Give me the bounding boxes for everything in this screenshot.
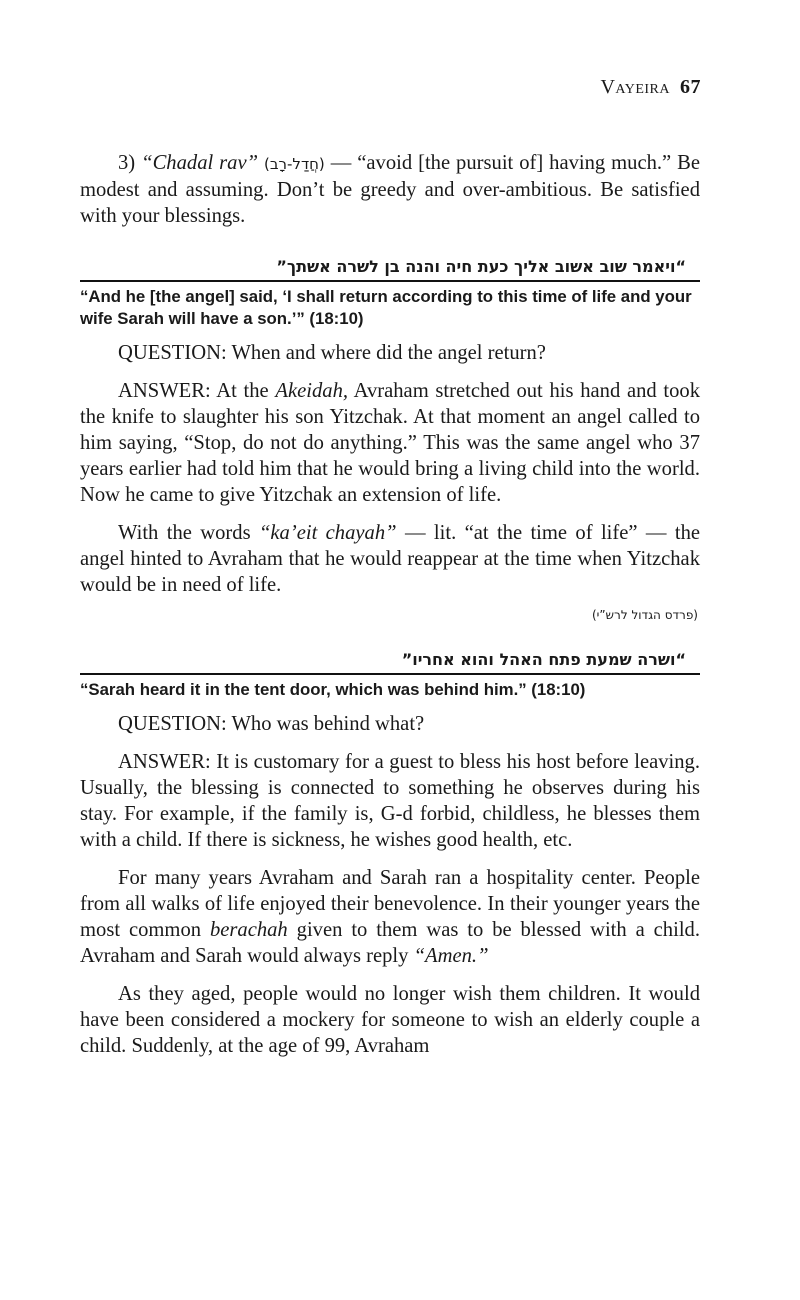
section-2-hebrew-heading: “ושרה שמעת פתח האהל והוא אחריו” bbox=[401, 650, 686, 669]
para2-berachah: berachah bbox=[209, 919, 288, 941]
words-term: “ka’eit chayah” bbox=[258, 522, 397, 544]
running-header bbox=[600, 76, 701, 99]
section-1-divider bbox=[80, 280, 700, 282]
section-2-paragraph-3: As they aged, people would no longer wish them children. It would have been considered a mockery for someone to wish an elderly couple a child. Suddenly, at the age of 99, Avraham bbox=[80, 983, 700, 1057]
section-2-answer: ANSWER: It is customary for a guest to bless his host before leaving. Usually, the blessing is connected to something he observes during his stay. For example, if the family is, G-d forbid, childless, he blesses them with a child. If there is sickness, he wishes good health, etc. bbox=[80, 751, 700, 851]
intro-hebrew: (חֲדַל-רָב) bbox=[264, 155, 325, 173]
answer-part-1: ANSWER: At the bbox=[118, 380, 276, 402]
section-2 bbox=[80, 650, 700, 1059]
intro-prefix: 3) bbox=[118, 152, 142, 174]
intro-term: “Chadal rav” bbox=[141, 152, 259, 174]
header-title: Vayeira bbox=[600, 76, 670, 98]
section-2-question: QUESTION: Who was behind what? bbox=[118, 713, 425, 735]
section-1-answer bbox=[80, 378, 700, 508]
section-2-english-heading: “Sarah heard it in the tent door, which was behind him.” (18:10) bbox=[80, 680, 586, 699]
section-1-source: (פרדס הגדול לרש”י) bbox=[591, 608, 698, 622]
intro-paragraph bbox=[80, 150, 700, 229]
section-1-words bbox=[80, 520, 700, 598]
para2-amen: “Amen.” bbox=[413, 945, 489, 967]
page-number: 67 bbox=[680, 76, 701, 98]
section-2-divider bbox=[80, 673, 700, 675]
words-part-2: — lit. “at the time of life” — the angel hinted to Avraham that he would reappear at the time when Yitzchak would be in need of life. bbox=[80, 522, 701, 596]
section-1-english-heading: “And he [the angel] said, ‘I shall return according to this time of life and your wife Sarah will have a son.’” (18:10) bbox=[80, 287, 692, 328]
para2-part-2: given to them was to be blessed with a child. Avraham and Sarah would always reply bbox=[80, 919, 700, 967]
section-1 bbox=[80, 257, 700, 622]
para2-part-1: For many years Avraham and Sarah ran a hospitality center. People from all walks of life enjoyed their benevolence. In their younger years the most common bbox=[80, 867, 700, 941]
words-part-1: With the words bbox=[118, 522, 259, 544]
section-2-paragraph-2 bbox=[80, 865, 700, 969]
page-body bbox=[80, 150, 700, 1071]
section-1-hebrew-heading: “ויאמר שוב אשוב אליך כעת חיה והנה בן לשרה אשתך” bbox=[276, 257, 686, 276]
section-1-question: QUESTION: When and where did the angel return? bbox=[118, 342, 546, 364]
intro-text: — “avoid [the pursuit of] having much.” Be modest and assuming. Don’t be greedy and over-ambitious. Be satisfied with your blessings. bbox=[80, 152, 701, 227]
answer-part-2: Avraham stretched out his hand and took the knife to slaughter his son Yitzchak. At that moment an angel called to him saying, “Stop, do not do anything.” This was the same angel who 37 years earlier had told him that he would bring a living child into the world. Now he came to give Yitzchak an extension of life. bbox=[80, 380, 701, 506]
answer-akeidah: Akeidah, bbox=[275, 380, 349, 402]
